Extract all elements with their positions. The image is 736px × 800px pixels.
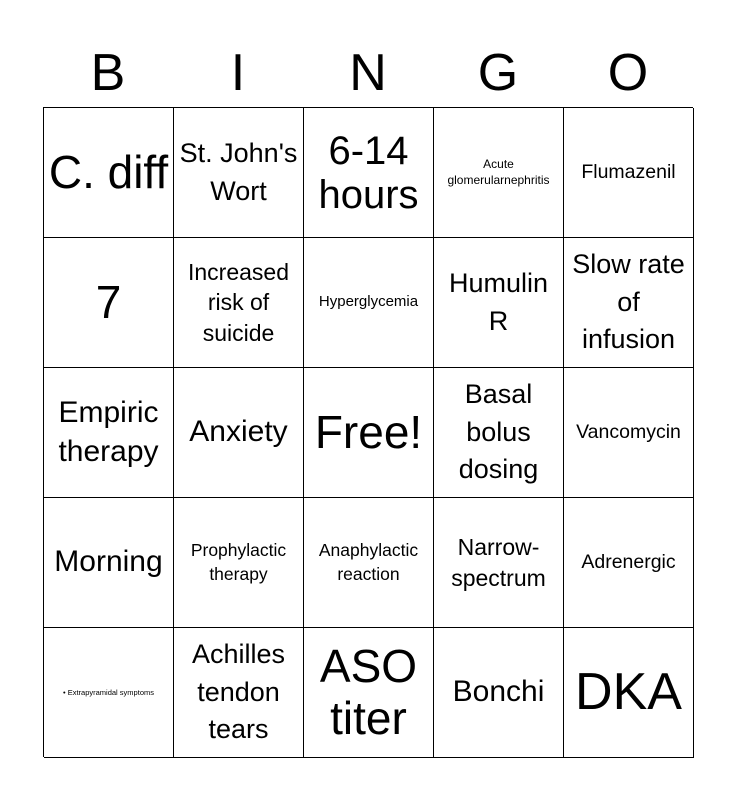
bingo-cell-r3c5[interactable] <box>564 368 694 498</box>
cell-text: Empiric therapy <box>58 396 159 468</box>
bingo-cell-r4c1[interactable] <box>44 498 174 628</box>
cell-text: Achilles tendon tears <box>191 638 286 745</box>
cell-text: Morning <box>54 545 163 579</box>
bingo-cell-r2c3[interactable] <box>304 238 434 368</box>
bingo-cell-r4c4[interactable] <box>434 498 564 628</box>
header-letter-i: I <box>230 44 246 102</box>
bingo-cell-r2c1[interactable] <box>44 238 174 368</box>
cell-text: Increased risk of suicide <box>187 258 289 346</box>
cell-text: Narrow-spectrum <box>451 534 546 591</box>
bingo-cell-r5c2[interactable] <box>174 628 304 758</box>
cell-text: Acute glomerularnephritis <box>447 156 550 187</box>
bingo-cell-r4c3[interactable] <box>304 498 434 628</box>
cell-text: 7 <box>95 275 122 328</box>
bingo-cell-r2c4[interactable] <box>434 238 564 368</box>
cell-text: Vancomycin <box>576 420 681 443</box>
bingo-cell-r2c2[interactable] <box>174 238 304 368</box>
cell-text: Anaphylactic reaction <box>318 539 419 584</box>
bingo-header <box>43 40 693 106</box>
cell-text: Basal bolus dosing <box>458 378 539 485</box>
bingo-cell-r4c5[interactable] <box>564 498 694 628</box>
cell-text: Anxiety <box>189 415 288 449</box>
bingo-cell-r1c5[interactable] <box>564 108 694 238</box>
cell-text: • Extrapyramidal symptoms <box>63 688 154 697</box>
cell-text: St. John's Wort <box>179 137 298 206</box>
cell-text: Hyperglycemia <box>318 293 419 311</box>
cell-text: Free! <box>314 405 423 458</box>
cell-text: C. diff <box>48 145 169 198</box>
bingo-cell-r5c5[interactable] <box>564 628 694 758</box>
cell-text: Slow rate of infusion <box>572 248 685 355</box>
cell-text: Bonchi <box>452 675 545 709</box>
header-letter-g: G <box>477 44 519 102</box>
cell-text: Flumazenil <box>581 160 676 183</box>
cell-text: 6-14 hours <box>318 128 419 217</box>
bingo-cell-r3c3[interactable] <box>304 368 434 498</box>
bingo-cell-r3c2[interactable] <box>174 368 304 498</box>
header-letter-n: N <box>349 44 387 102</box>
cell-text: Prophylactic therapy <box>190 539 287 584</box>
cell-text: Adrenergic <box>581 550 676 573</box>
header-letter-o: O <box>607 44 649 102</box>
bingo-cell-r5c3[interactable] <box>304 628 434 758</box>
cell-text: Humulin R <box>448 267 549 336</box>
bingo-cell-r1c2[interactable] <box>174 108 304 238</box>
header-letter-b: B <box>90 44 126 102</box>
bingo-cell-r5c1[interactable] <box>44 628 174 758</box>
cell-text: DKA <box>575 663 682 722</box>
bingo-cell-r3c1[interactable] <box>44 368 174 498</box>
cell-text: ASO titer <box>319 639 418 744</box>
bingo-cell-r2c5[interactable] <box>564 238 694 368</box>
bingo-cell-r5c4[interactable] <box>434 628 564 758</box>
bingo-cell-r1c4[interactable] <box>434 108 564 238</box>
bingo-board <box>43 107 693 757</box>
bingo-cell-r1c3[interactable] <box>304 108 434 238</box>
bingo-cell-r1c1[interactable] <box>44 108 174 238</box>
bingo-cell-r3c4[interactable] <box>434 368 564 498</box>
bingo-cell-r4c2[interactable] <box>174 498 304 628</box>
